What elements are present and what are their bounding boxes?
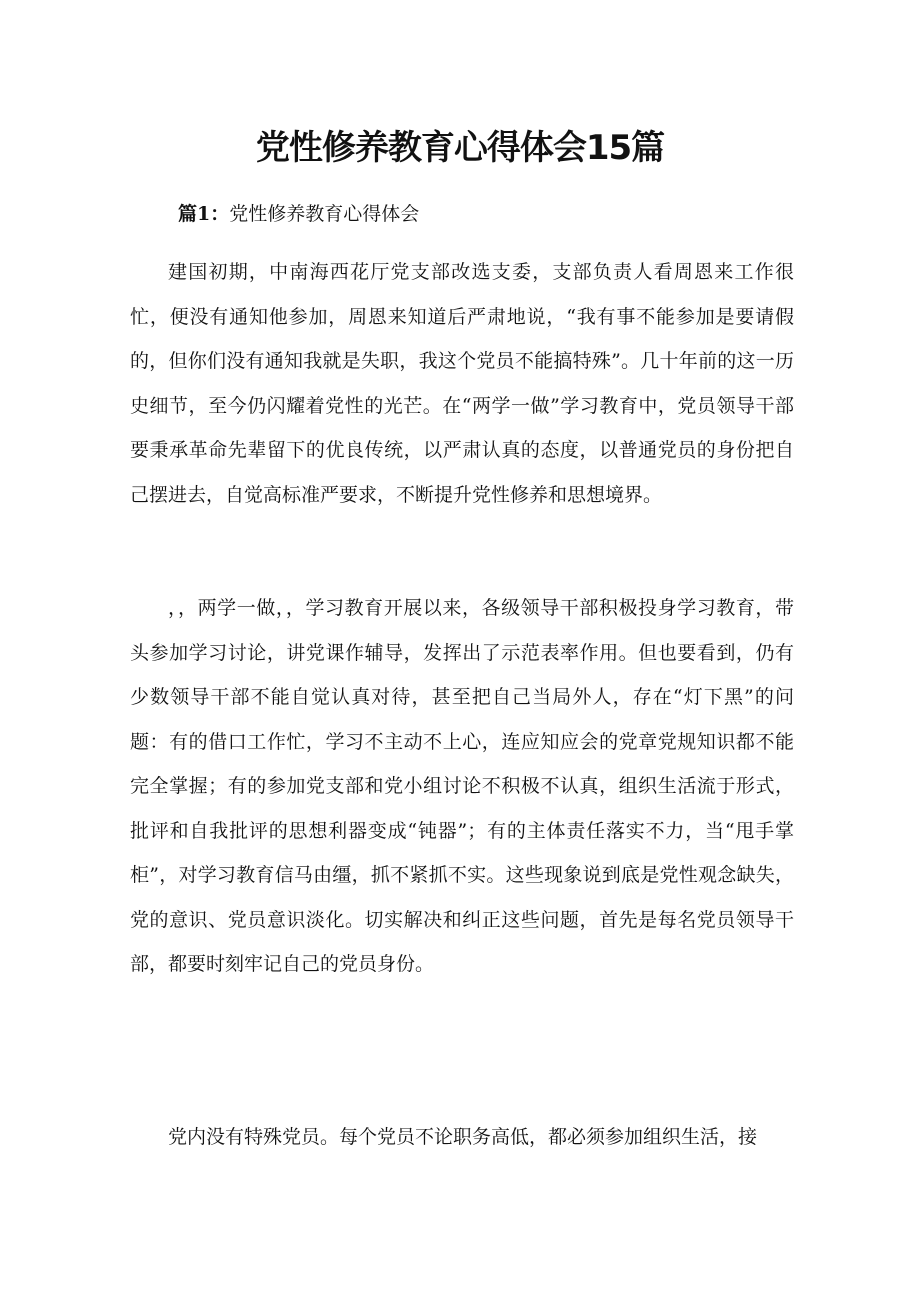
body-paragraph-1: 建国初期，中南海西花厅党支部改选支委，支部负责人看周恩来工作很忙，便没有通知他参加，周恩来知道后严肃地说，“我有事不能参加是要请假的，但你们没有通知我就是失职，我这个党员不能搞特殊”。几十年前的这一历史细节，至今仍闪耀着党性的光芒。在“两学一做”学习教育中，党员领导干部要秉承革命先辈留下的优良传统，以严肃认真的态度，以普通党员的身份把自己摆进去，自觉高标准严要求，不断提升党性修养和思想境界。 <box>130 261 794 506</box>
section-title: 党性修养教育心得体会 <box>229 203 420 225</box>
document-title: 党性修养教育心得体会15篇 <box>255 128 665 168</box>
body-paragraph-3: 党内没有特殊党员。每个党员不论职务高低，都必须参加组织生活，接 <box>168 1126 758 1148</box>
body-paragraph-2: ，，两学一做，，学习教育开展以来，各级领导干部积极投身学习教育，带头参加学习讨论，讲党课作辅导，发挥出了示范表率作用。但也要看到，仍有少数领导干部不能自觉认真对待，甚至把自己当局外人，存在“灯下黑”的问题：有的借口工作忙，学习不主动不上心，连应知应会的党章党规知识都不能完全掌握；有的参加党支部和党小组讨论不积极不认真，组织生活流于形式，批评和自我批评的思想利器变成“钝器”；有的主体责任落实不力，当“甩手掌柜”，对学习教育信马由缰，抓不紧抓不实。这些现象说到底是党性观念缺失，党的意识、党员意识淡化。切实解决和纠正这些问题，首先是每名党员领导干部，都要时刻牢记自己的党员身份。 <box>130 597 794 975</box>
section-heading <box>178 197 419 231</box>
section-label: 篇1： <box>178 203 230 225</box>
